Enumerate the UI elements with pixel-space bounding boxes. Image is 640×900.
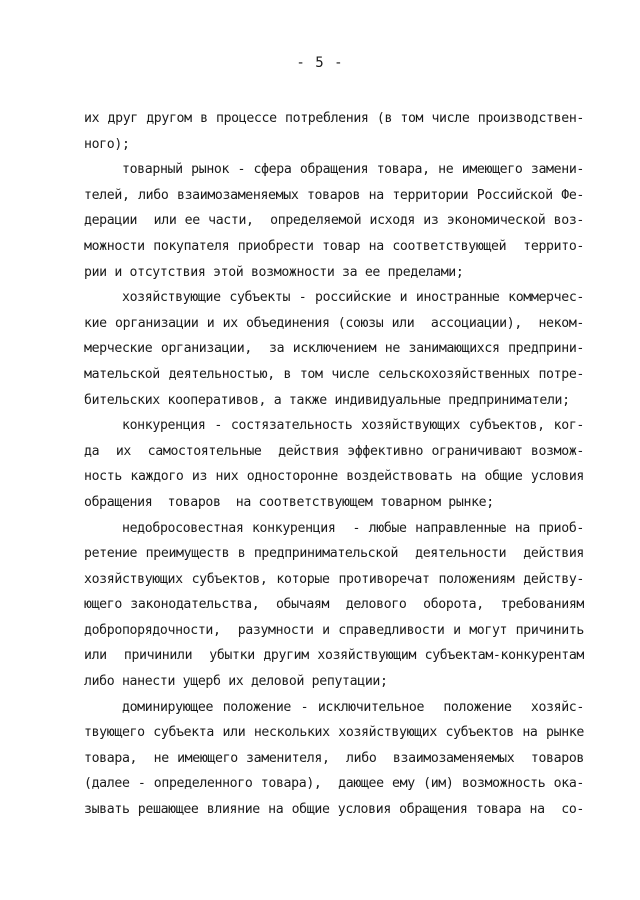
- text-line: ющего законодательства, обычаям делового оборота, требованиям: [84, 597, 584, 613]
- text-line: товарный рынок - сфера обращения товара, не имеющего замени-: [122, 162, 584, 178]
- page-number: - 5 -: [296, 55, 344, 71]
- text-line: рии и отсутствия этой возможности за ее пределами;: [84, 264, 464, 280]
- text-line: или причинили убытки другим хозяйствующим субъектам-конкурентам: [84, 648, 584, 664]
- text-line: бительских кооперативов, а также индивидуальные предприниматели;: [84, 392, 570, 408]
- text-line: недобросовестная конкуренция - любые направленные на приоб-: [122, 520, 584, 536]
- text-line: хозяйствующие субъекты - российские и иностранные коммерчес-: [122, 290, 584, 306]
- text-line: мательской деятельностью, в том числе сельскохозяйственных потре-: [84, 366, 584, 382]
- text-line: обращения товаров на соответствующем товарном рынке;: [84, 494, 494, 510]
- text-line: либо нанести ущерб их деловой репутации;: [84, 674, 388, 690]
- text-line: зывать решающее влияние на общие условия обращения товара на со-: [84, 802, 584, 818]
- text-line: конкуренция - состязательность хозяйствующих субъектов, ког-: [122, 418, 584, 434]
- text-line: мерческие организации, за исключением не занимающихся предприни-: [84, 341, 584, 357]
- text-line: дерации или ее части, определяемой исходя из экономической воз-: [84, 213, 584, 229]
- text-line: ность каждого из них односторонне воздействовать на общие условия: [84, 469, 584, 485]
- body-text: [84, 106, 584, 823]
- text-line: их друг другом в процессе потребления (в том числе производствен-: [84, 111, 584, 126]
- text-line: кие организации и их объединения (союзы или ассоциации), неком-: [84, 315, 584, 331]
- text-line: да их самостоятельные действия эффективно ограничивают возмож-: [84, 443, 584, 459]
- text-line: доминирующее положение - исключительное положение хозяйс-: [122, 699, 584, 715]
- text-line: твующего субъекта или нескольких хозяйствующих субъектов на рынке: [84, 725, 584, 741]
- text-line: можности покупателя приобрести товар на соответствующей террито-: [84, 238, 584, 254]
- text-line: ного);: [84, 136, 130, 152]
- text-line: ретение преимуществ в предпринимательской деятельности действия: [84, 546, 584, 562]
- text-line: добропорядочности, разумности и справедливости и могут причинить: [84, 622, 584, 638]
- text-line: (далее - определенного товара), дающее ему (им) возможность ока-: [84, 776, 584, 792]
- text-line: товара, не имеющего заменителя, либо взаимозаменяемых товаров: [84, 750, 584, 766]
- text-line: телей, либо взаимозаменяемых товаров на территории Российской Фе-: [84, 187, 584, 203]
- text-line: хозяйствующих субъектов, которые противоречат положениям действу-: [84, 571, 584, 587]
